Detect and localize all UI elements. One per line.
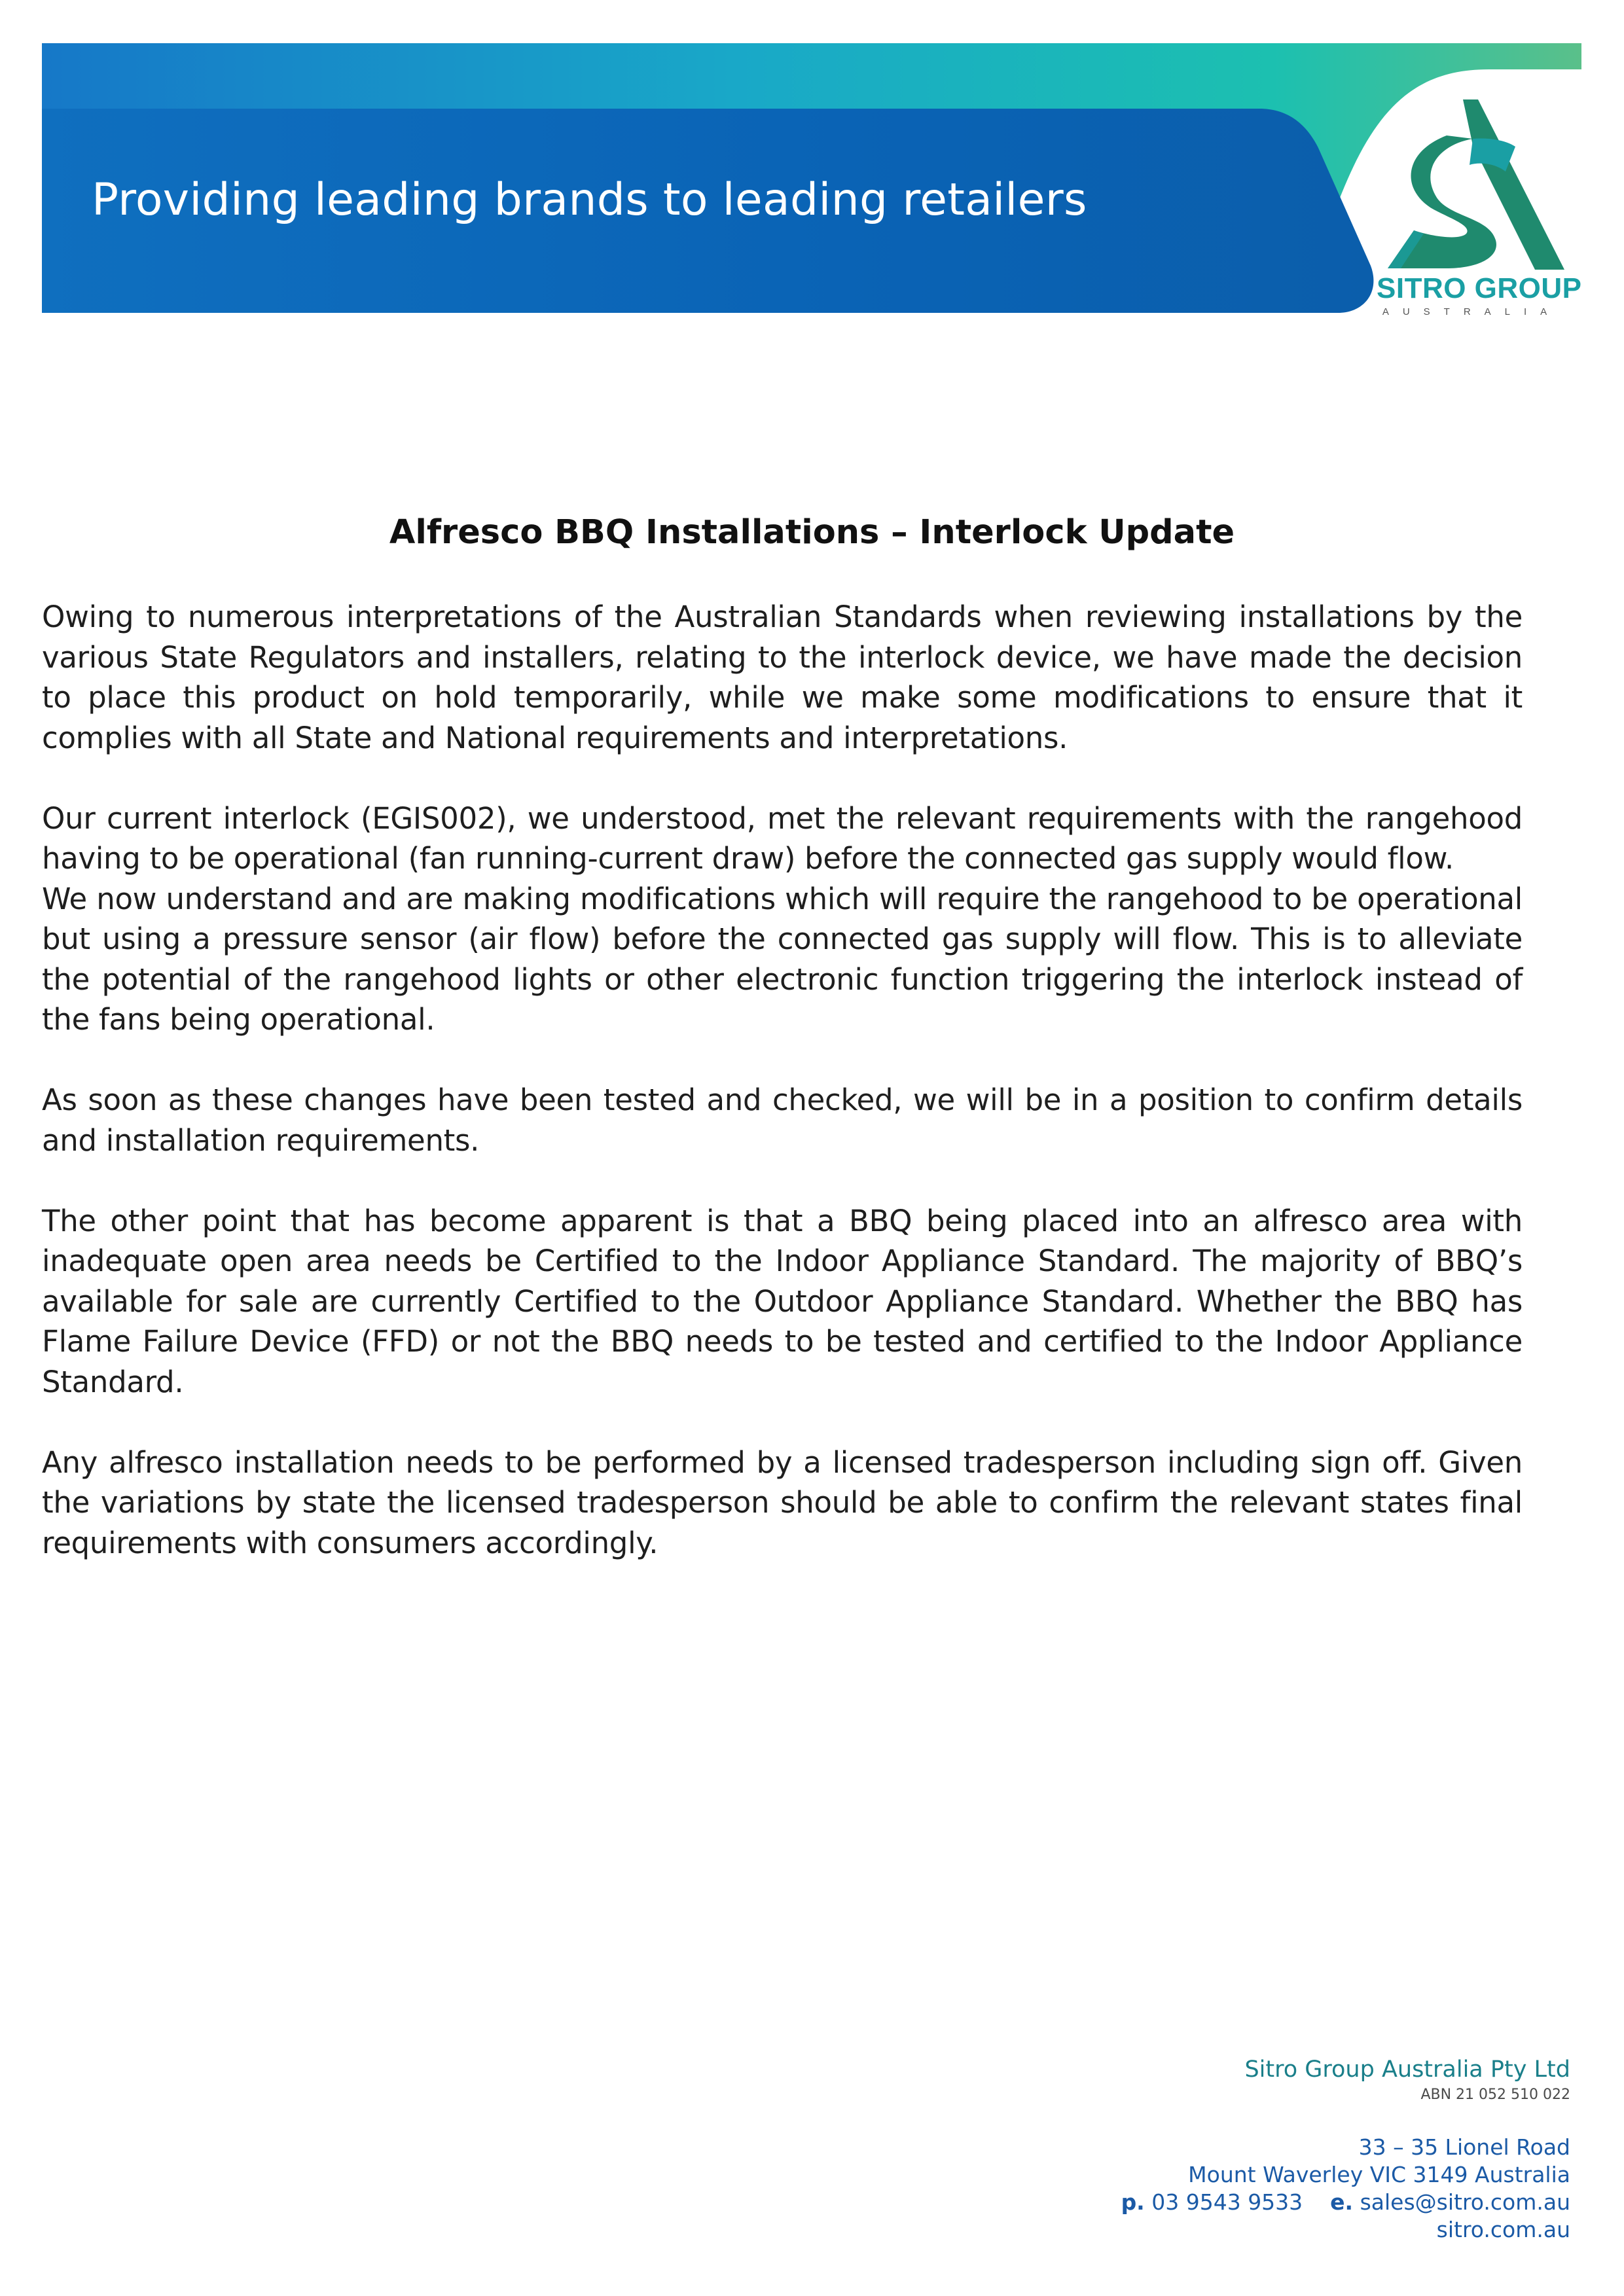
footer-address-line2: Mount Waverley VIC 3149 Australia bbox=[1188, 2162, 1570, 2187]
footer-contact bbox=[916, 2055, 1570, 2244]
footer-website[interactable]: sitro.com.au bbox=[1436, 2217, 1570, 2242]
paragraph-1: Owing to numerous interpretations of the Australian Standards when reviewing installations by the various State Regulators and installers, relating to the interlock device, we have made the decision to place this product on hold temporarily, while we make some modifications to ensure that it complies with all State and National requirements and interpretations. bbox=[42, 600, 1523, 755]
footer-email[interactable]: sales@sitro.com.au bbox=[1360, 2189, 1570, 2215]
phone-label: p. bbox=[1121, 2189, 1145, 2215]
paragraph-4: As soon as these changes have been tested and checked, we will be in a position to confirm details and installation requirements. bbox=[42, 1083, 1523, 1158]
footer-address-line1: 33 – 35 Lionel Road bbox=[1358, 2134, 1570, 2160]
email-label: e. bbox=[1330, 2189, 1354, 2215]
paragraph-6: Any alfresco installation needs to be performed by a licensed tradesperson including sign off. Given the variations by state the licensed tradesperson should be able to confirm the relevant states final requirements with consumers accordingly. bbox=[42, 1444, 1523, 1560]
paragraph-2: Our current interlock (EGIS002), we understood, met the relevant requirements with the rangehood having to be operational (fan running-current draw) before the connected gas supply would flow. bbox=[42, 800, 1523, 876]
logo-subtitle: AUSTRALIA bbox=[1382, 306, 1561, 317]
sitro-group-logo bbox=[1329, 59, 1582, 334]
document-body bbox=[42, 597, 1523, 1563]
paragraph-3: We now understand and are making modifications which will require the rangehood to be operational but using a pressure sensor (air flow) before the connected gas supply will flow. This is to alleviate the potential of the rangehood lights or other electronic function triggering the interlock instead of the fans being operational. bbox=[42, 881, 1523, 1037]
sitro-s-icon bbox=[1375, 99, 1564, 289]
document-title: Alfresco BBQ Installations – Interlock Update bbox=[389, 513, 1235, 552]
footer-abn: ABN 21 052 510 022 bbox=[1420, 2087, 1570, 2103]
footer-company: Sitro Group Australia Pty Ltd bbox=[1244, 2056, 1570, 2083]
footer-contact-line bbox=[916, 2189, 1570, 2216]
paragraph-5: The other point that has become apparent is that a BBQ being placed into an alfresco area with inadequate open area needs be Certified to the Indoor Appliance Standard. The majority of BBQ’s available for sale are currently Certified to the Outdoor Appliance Standard. Whether the BBQ has Flame Failure Device (FFD) or not the BBQ needs to be tested and certified to the Indoor Appliance Standard. bbox=[42, 1203, 1523, 1399]
logo-name: SITRO GROUP bbox=[1377, 272, 1582, 304]
footer-phone[interactable]: 03 9543 9533 bbox=[1151, 2189, 1303, 2215]
banner-tagline: Providing leading brands to leading retailers bbox=[92, 174, 1087, 226]
